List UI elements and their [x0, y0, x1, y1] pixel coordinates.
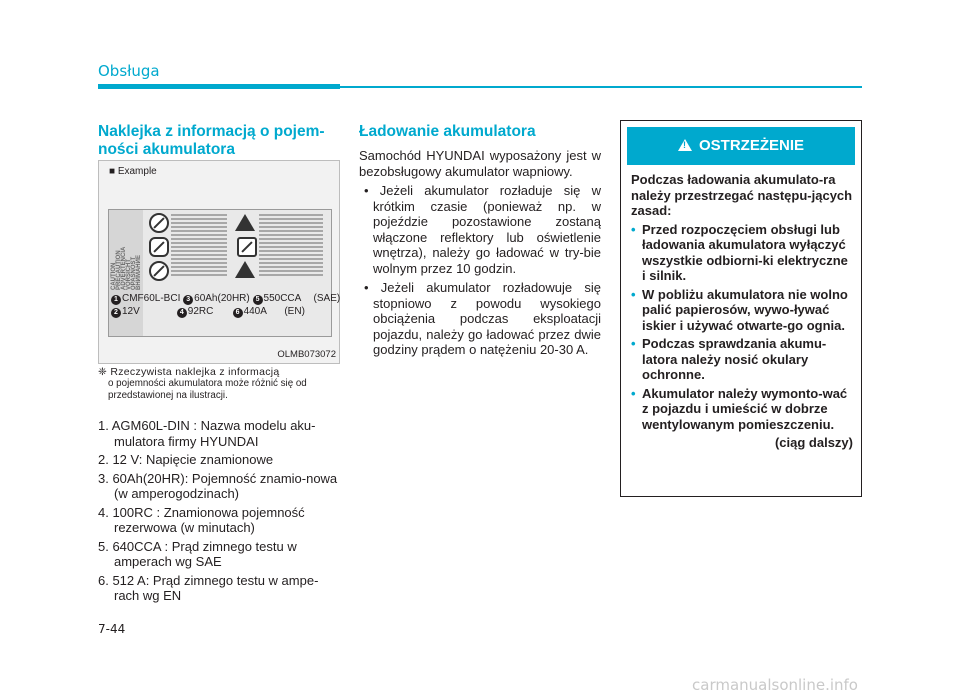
list-item: • Akumulator należy wymonto-wać z pojazdu i umieścić w dobrze wentylowanym pomieszczeniu.: [631, 385, 848, 432]
note-line-2: o pojemności akumulatora może różnić się od przedstawionej na ilustracji.: [108, 378, 307, 401]
bullet-icon: •: [631, 286, 636, 302]
side-text: VORSICHT: [126, 258, 132, 290]
spec-number-badge: 4: [177, 308, 187, 318]
bullet-icon: •: [631, 221, 636, 237]
spec-row-2: [111, 306, 329, 318]
header-accent-bar: [98, 84, 340, 89]
example-caption: ■ Example: [109, 166, 157, 177]
continued-label: (ciąg dalszy): [774, 435, 853, 450]
list-item: 1. AGM60L-DIN : Nazwa modelu aku-mulatora firmy HYUNDAI: [98, 418, 316, 449]
spec-value: 60Ah(20HR): [194, 293, 250, 304]
read-manual-icon: [237, 237, 257, 257]
list-item: 2. 12 V: Napięcie znamionowe: [98, 452, 274, 467]
spec-standard: (EN): [284, 306, 305, 317]
warning-title: OSTRZEŻENIE: [698, 137, 804, 154]
no-flame-icon: [149, 213, 169, 233]
eye-protection-icon: [149, 237, 169, 257]
warning-triangle-icon: [678, 139, 692, 151]
note-line-1: Rzeczywista naklejka z informacją: [110, 366, 280, 378]
battery-sticker: [108, 209, 341, 337]
list-item: • Podczas sprawdzania akumu-latora należy nosić okulary ochronne.: [631, 336, 827, 382]
side-text: ADVERTENCIA: [121, 246, 127, 290]
list-item: 5. 640CCA : Prąd zimnego testu w amperach wg SAE: [98, 538, 297, 569]
list-item: • Jeżeli akumulator rozładowuje się stopniowo z powodu wysokiego obciążenia podczas eksploatacji pojazdu, należy go ładować przez dwie godziny prądem o natężeniu 20-30 A.: [364, 280, 601, 357]
spec-value: 440A: [243, 306, 267, 317]
spec-value: 12V: [122, 306, 140, 317]
spec-number-badge: 3: [183, 295, 193, 305]
warning-intro: Podczas ładowania akumulato-ra należy przestrzegać następu-jących zasad:: [631, 172, 853, 218]
spec-value: CMF60L-BCI: [122, 293, 181, 304]
bullet-icon: •: [631, 336, 636, 351]
sticker-fine-print-right: [259, 214, 323, 278]
list-item: • W pobliżu akumulatora nie wolno palić papierosów, wywo-ływać iskier i używać otwarte-go ognia.: [631, 286, 848, 333]
spec-number-badge: 2: [111, 308, 121, 318]
keep-away-children-icon: [149, 261, 169, 281]
side-text: CAUTION: [111, 262, 117, 290]
warning-header: [627, 127, 855, 165]
battery-charging-heading: Ładowanie akumulatora: [359, 123, 536, 140]
watermark: carmanualsonline.info: [692, 676, 858, 694]
explosive-gas-icon: [235, 261, 255, 278]
spec-number-badge: 6: [233, 308, 243, 318]
spec-row-1: [111, 293, 341, 305]
spec-number-badge: 1: [111, 295, 121, 305]
page-number: 7-44: [98, 622, 126, 636]
spec-value: 550CCA: [263, 293, 301, 304]
list-item: 3. 60Ah(20HR): Pojemność znamio-nowa (w amperogodzinach): [98, 470, 338, 501]
charging-body: [359, 148, 601, 362]
side-text: ВНИМАНИЕ: [136, 255, 142, 290]
side-text: OPASNOST: [131, 256, 137, 290]
image-reference-code: OLMB073072: [277, 349, 336, 360]
spec-number-badge: 5: [253, 295, 263, 305]
section-title: Obsługa: [98, 62, 160, 80]
charging-bullets: [359, 183, 601, 358]
battery-label-heading: Naklejka z informacją o pojem- ności akumulatora: [98, 123, 325, 158]
side-text: PRÉCAUTION: [116, 250, 122, 290]
list-item: • Przed rozpoczęciem obsługi lub ładowania akumulatora wyłączyć wszystkie odbiorni-ki elektryczne i silnik.: [631, 221, 848, 283]
note-symbol: ❈: [98, 366, 108, 378]
warning-body: [631, 172, 853, 451]
spec-value: 92RC: [187, 306, 214, 317]
spec-standard: (SAE): [313, 293, 341, 304]
warning-bullets: [631, 222, 853, 433]
battery-label-illustration: [98, 160, 340, 364]
illustration-note: [98, 366, 340, 402]
charging-intro: Samochód HYUNDAI wyposażony jest w bezobsługowy akumulator wapniowy.: [359, 148, 601, 179]
list-item: 4. 100RC : Znamionowa pojemność rezerwowa (w minutach): [98, 504, 305, 535]
list-item: 6. 512 A: Prąd zimnego testu w ampe-rach wg EN: [98, 572, 319, 603]
sticker-fine-print-left: [171, 214, 227, 278]
bullet-icon: •: [631, 385, 636, 401]
list-item: • Jeżeli akumulator rozładuje się w krótkim czasie (ponieważ np. w pojeździe pozostawione zostaną włączone reflektory lub oświetlenie wnętrza), należy go ładować w try-bie wolnym przez 10 godzin.: [364, 183, 601, 276]
label-legend-list: [98, 418, 340, 607]
caution-acid-icon: [235, 214, 255, 231]
warning-box: [620, 120, 862, 497]
header-rule: [340, 86, 862, 88]
